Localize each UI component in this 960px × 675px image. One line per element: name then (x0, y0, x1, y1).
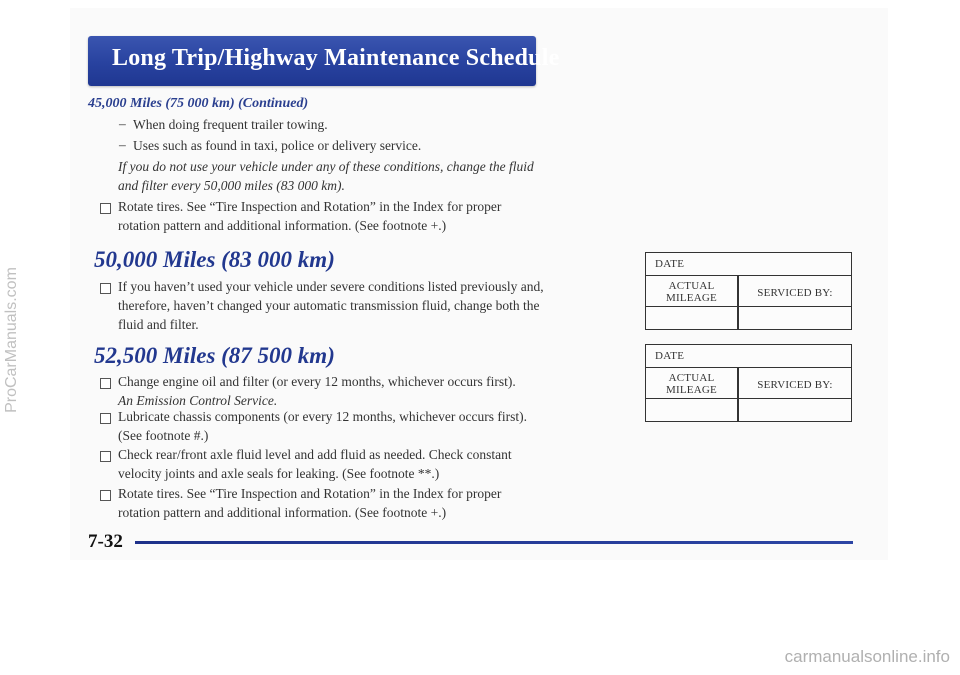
date-label: DATE (655, 258, 685, 270)
emission-control-note: An Emission Control Service. (118, 393, 278, 408)
rotate-tires-line1: Rotate tires. See “Tire Inspection and Rotation” in the Index for proper (118, 199, 502, 214)
service-record-table-50000 (645, 252, 852, 330)
footer-rule (135, 541, 853, 544)
axle-line1: Check rear/front axle fluid level and add fluid as needed. Check constant (118, 447, 512, 462)
condition-note-line1: If you do not use your vehicle under any of these conditions, change the fluid (118, 159, 534, 174)
trailer-towing-item: When doing frequent trailer towing. (133, 117, 328, 132)
bottom-watermark: carmanualsonline.info (784, 647, 950, 666)
date-label: DATE (655, 350, 685, 362)
transmission-line1: If you haven’t used your vehicle under severe conditions listed previously and, (118, 279, 544, 294)
side-watermark (4, 140, 20, 540)
transmission-line3: fluid and filter. (118, 317, 199, 332)
dash-bullet: – (119, 116, 126, 131)
condition-note-line2: and filter every 50,000 miles (83 000 km). (118, 178, 345, 193)
actual-mileage-label: ACTUAL MILEAGE (666, 280, 717, 304)
section-heading-50000: 50,000 Miles (83 000 km) (94, 247, 335, 272)
column-divider (737, 368, 739, 421)
section-heading-52500: 52,500 Miles (87 500 km) (94, 343, 335, 368)
serviced-by-label: SERVICED BY: (757, 287, 833, 299)
rotate-tires-52500-line2: rotation pattern and additional information. (See footnote +.) (118, 505, 447, 520)
lubricate-line2: (See footnote #.) (118, 428, 209, 443)
taxi-police-item: Uses such as found in taxi, police or delivery service. (133, 138, 422, 153)
transmission-fluid-checkbox[interactable] (100, 283, 111, 294)
engine-oil-checkbox[interactable] (100, 378, 111, 389)
axle-fluid-checkbox[interactable] (100, 451, 111, 462)
serviced-by-label: SERVICED BY: (757, 379, 833, 391)
page-title-banner (88, 36, 560, 86)
actual-mileage-label: ACTUAL MILEAGE (666, 372, 717, 396)
engine-oil-item: Change engine oil and filter (or every 12 months, whichever occurs first). (118, 374, 516, 389)
transmission-line2: therefore, haven’t changed your automatic transmission fluid, change both the (118, 298, 540, 313)
side-watermark-text: ProCarManuals.com (3, 267, 20, 413)
continued-heading: 45,000 Miles (75 000 km) (Continued) (88, 96, 309, 111)
column-divider (737, 276, 739, 329)
rotate-tires-52500-line1: Rotate tires. See “Tire Inspection and Rotation” in the Index for proper (118, 486, 502, 501)
dash-bullet: – (119, 137, 126, 152)
page-title: Long Trip/Highway Maintenance Schedule (112, 45, 560, 71)
service-record-table-52500 (645, 344, 852, 422)
rotate-tires-checkbox-52500[interactable] (100, 490, 111, 501)
rotate-tires-line2: rotation pattern and additional information. (See footnote +.) (118, 218, 447, 233)
axle-line2: velocity joints and axle seals for leaking. (See footnote **.) (118, 466, 440, 481)
rotate-tires-checkbox[interactable] (100, 203, 111, 214)
lubricate-chassis-checkbox[interactable] (100, 413, 111, 424)
page-number: 7-32 (88, 531, 123, 552)
lubricate-line1: Lubricate chassis components (or every 12 months, whichever occurs first). (118, 409, 528, 424)
